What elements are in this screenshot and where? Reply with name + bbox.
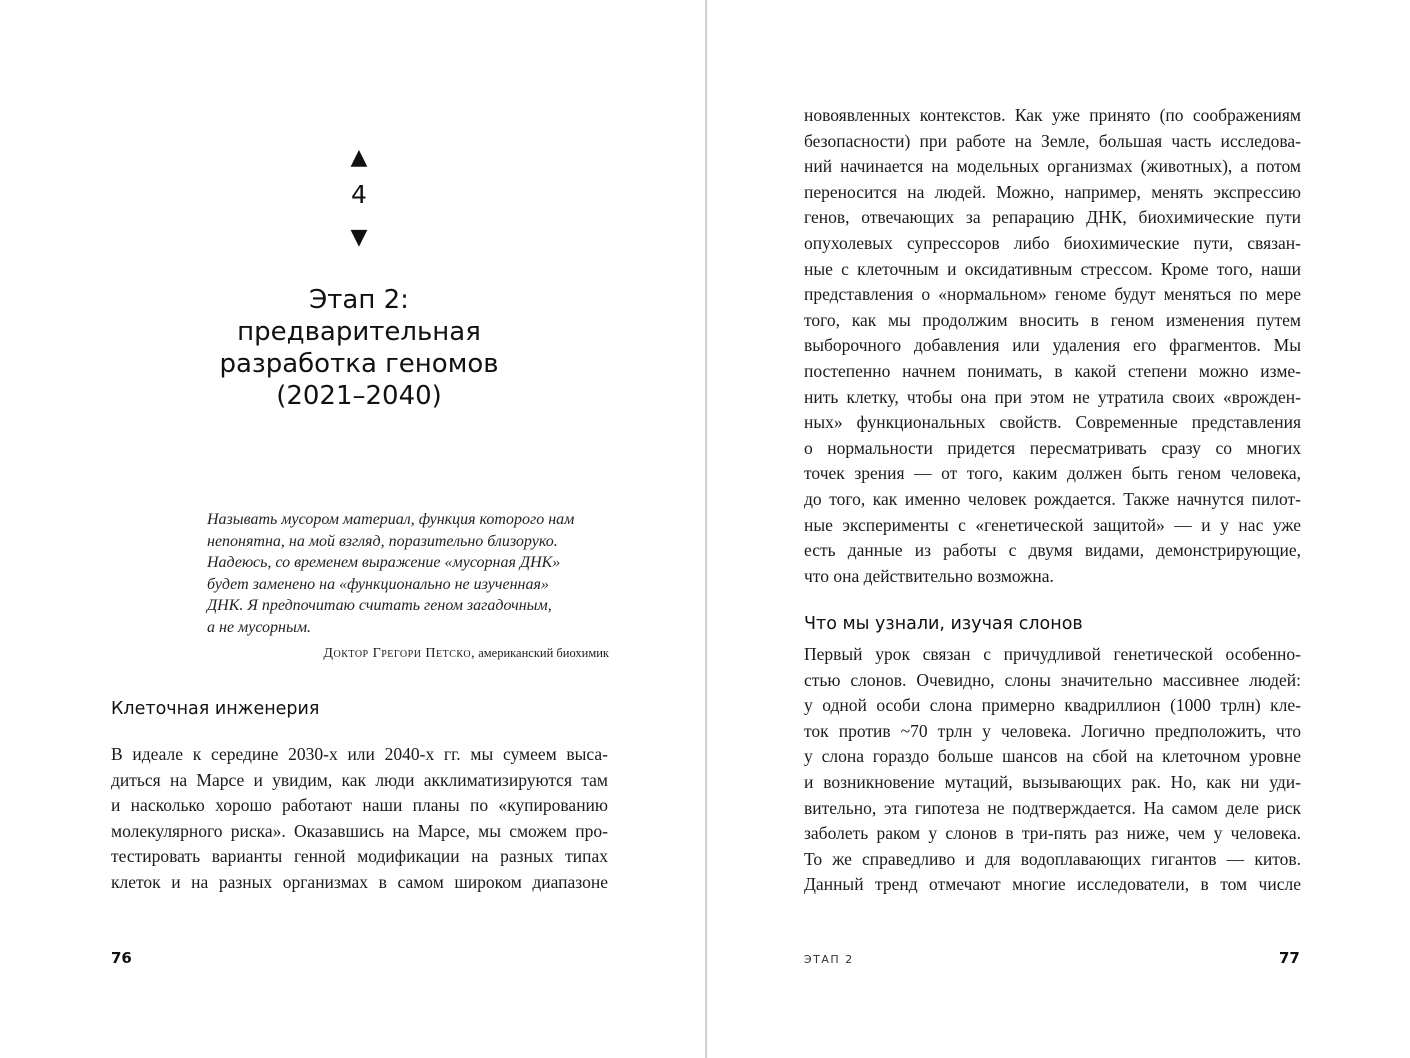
text-line: молекулярного риска». Оказавшись на Марсе, мы сможем про- bbox=[111, 820, 608, 841]
text-line: выборочного добавления или удаления его фрагментов. Мы bbox=[804, 335, 1301, 356]
epigraph-line: ДНК. Я предпочитаю считать геном загадочным, bbox=[207, 597, 552, 614]
text-line: о нормальности придется пересматривать сразу со многих bbox=[804, 437, 1301, 458]
text-line: ток против ~70 трлн у человека. Логично предположить, что bbox=[804, 720, 1301, 741]
text-line: заболеть раком у слонов в три-пять раз ниже, чем у человека. bbox=[804, 823, 1301, 844]
text-line: и насколько хорошо работают наши планы по «купированию bbox=[111, 795, 608, 816]
text-line: и возникновение мутаций, вызывающих рак. Но, как ни уди- bbox=[804, 771, 1301, 792]
text-line: есть данные из работы с двумя видами, демонстрирующие, bbox=[804, 540, 1301, 561]
chapter-title bbox=[150, 284, 568, 412]
page-number: 77 bbox=[1279, 949, 1300, 967]
chapter-number: 4 bbox=[351, 180, 367, 209]
triangle-down-icon: ▼ bbox=[350, 225, 368, 250]
text-line: представления о «нормальном» геноме будут меняться по мере bbox=[804, 284, 1301, 305]
body-paragraph bbox=[111, 742, 608, 896]
running-head: ЭТАП 2 bbox=[804, 953, 854, 966]
text-line: у слона гораздо больше шансов на сбой на клеточном уровне bbox=[804, 746, 1301, 767]
text-line: безопасности) при работе на Земле, большая часть исследова- bbox=[804, 130, 1301, 151]
chapter-title-line: Этап 2: bbox=[309, 285, 409, 315]
text-line: То же справедливо и для водоплавающих гигантов — китов. bbox=[804, 848, 1301, 869]
triangle-up-icon: ▲ bbox=[350, 145, 368, 170]
text-line: тестировать варианты генной модификации на разных типах bbox=[111, 846, 608, 867]
text-line: В идеале к середине 2030-х или 2040-х гг. мы сумеем выса- bbox=[111, 744, 608, 764]
epigraph-line: а не мусорным. bbox=[207, 618, 312, 636]
epigraph bbox=[207, 509, 612, 638]
text-line: новоявленных контекстов. Как уже принято (по соображениям bbox=[804, 105, 1301, 125]
text-line: ные с клеточным и оксидативным стрессом. Кроме того, наши bbox=[804, 258, 1301, 279]
epigraph-line: Называть мусором материал, функция которого нам bbox=[207, 511, 575, 528]
right-page bbox=[707, 0, 1410, 1058]
text-line: Данный тренд отмечают многие исследователи, в том числе bbox=[804, 874, 1301, 895]
text-line: нить клетку, чтобы она при этом не утратила своих «врожден- bbox=[804, 386, 1301, 407]
section-heading: Что мы узнали, изучая слонов bbox=[804, 614, 1083, 634]
chapter-title-line: разработка геномов bbox=[219, 349, 499, 379]
epigraph-line: Надеюсь, со временем выражение «мусорная ДНК» bbox=[207, 554, 561, 571]
text-line: точек зрения — от того, каким должен быть геном человека, bbox=[804, 463, 1301, 484]
text-line: постепенно начнем понимать, в какой степени можно изме- bbox=[804, 360, 1301, 381]
text-line: переносится на людей. Можно, например, менять экспрессию bbox=[804, 181, 1301, 202]
text-line: ных» функциональных свойств. Современные представления bbox=[804, 412, 1301, 433]
chapter-title-line: предварительная bbox=[237, 317, 481, 347]
section-heading: Клеточная инженерия bbox=[111, 699, 320, 719]
page-number: 76 bbox=[111, 949, 132, 967]
body-paragraph bbox=[804, 103, 1301, 589]
text-line: ний начинается на модельных организмах (животных), а потом bbox=[804, 156, 1301, 177]
body-paragraph bbox=[804, 642, 1301, 898]
chapter-title-line: (2021–2040) bbox=[276, 381, 442, 411]
epigraph-line: будет заменено на «функционально не изученная» bbox=[207, 575, 549, 593]
text-line: генов, отвечающих за репарацию ДНК, биохимические пути bbox=[804, 207, 1301, 228]
text-line: вительно, эта гипотеза не подтверждается. На самом деле риск bbox=[804, 797, 1301, 818]
text-line: у одной особи слона примерно квадриллион (1000 трлн) кле- bbox=[804, 695, 1301, 716]
text-line: клеток и на разных организмах в самом широком диапазоне bbox=[111, 871, 608, 892]
text-line: Первый урок связан с причудливой генетической особенно- bbox=[804, 644, 1301, 664]
text-line: опухолевых супрессоров либо биохимические пути, связан- bbox=[804, 232, 1301, 253]
text-line: что она действительно возможна. bbox=[804, 565, 1054, 586]
attribution-role: американский биохимик bbox=[478, 646, 609, 660]
attribution-name: Доктор Грегори Петско, bbox=[323, 646, 476, 661]
epigraph-attribution bbox=[207, 644, 609, 663]
text-line: стью слонов. Очевидно, слоны значительно массивнее людей: bbox=[804, 669, 1301, 690]
text-line: диться на Марсе и увидим, как люди акклиматизируются там bbox=[111, 769, 608, 790]
text-line: ные эксперименты с «генетической защитой» — и у нас уже bbox=[804, 514, 1301, 535]
text-line: того, как мы продолжим вносить в геном изменения путем bbox=[804, 309, 1301, 330]
text-line: до того, как именно человек рождается. Также начнутся пилот- bbox=[804, 488, 1301, 509]
epigraph-line: непонятна, на мой взгляд, поразительно близоруко. bbox=[207, 532, 558, 550]
